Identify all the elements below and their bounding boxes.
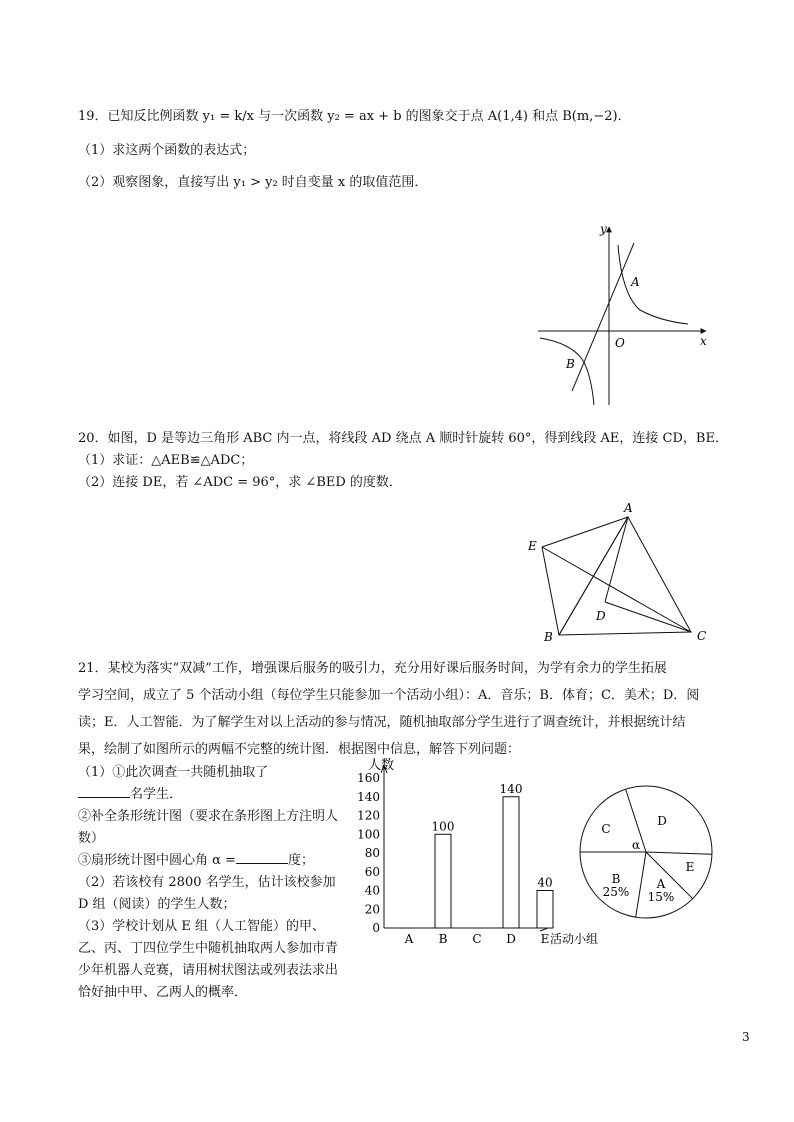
segment-eb <box>542 547 559 635</box>
bar-label-E: 40 <box>537 875 553 890</box>
q21-part1c: ③扇形统计图中圆心角 α = 度； <box>78 853 314 868</box>
pie-slice-percent-A: 15% <box>647 890 675 904</box>
bar-ytick-80: 80 <box>364 846 380 860</box>
q21-intro-line4: 果，绘制了如图所示的两幅不完整的统计图．根据图中信息，解答下列问题： <box>78 742 521 757</box>
pie-slice-label-D: D <box>657 814 667 828</box>
answer-blank-1[interactable] <box>78 785 130 798</box>
q21-questions <box>78 762 338 1004</box>
q20-part1: （1）求证：△AEB≌△ADC； <box>78 453 254 468</box>
bar-xlabel: 活动小组 <box>550 932 599 946</box>
q19-function-graph <box>530 215 720 410</box>
vertex-a-label: A <box>624 501 633 515</box>
point-a-label: A <box>631 275 640 289</box>
y-axis-label: y <box>600 222 607 236</box>
bar-category-D: D <box>506 932 516 946</box>
bar-ylabel: 人数 <box>368 758 395 773</box>
x-axis-label: x <box>700 334 707 348</box>
bar-ytick-160: 160 <box>357 771 380 785</box>
bar-B <box>435 834 451 928</box>
triangle-abc <box>559 517 691 635</box>
q21-part3: （3）学校计划从 E 组（人工智能）的甲、乙、丙、丁四位学生中随机抽取两人参加市青少年机器人竞赛，请用树状图法或列表法求出恰好抽中甲、乙两人的概率． <box>78 919 339 1000</box>
pie-slice-percent-B: 25% <box>602 885 630 899</box>
q19-part1: （1）求这两个函数的表达式； <box>78 143 256 158</box>
linear-function-line <box>572 243 634 391</box>
bar-ytick-0: 0 <box>372 921 380 935</box>
bar-ytick-120: 120 <box>357 808 380 823</box>
bar-category-A: A <box>404 932 414 946</box>
q21-part2: （2）若该校有 2800 名学生，估计该校参加 D 组（阅读）的学生人数； <box>78 875 336 912</box>
answer-blank-2[interactable] <box>236 851 288 864</box>
bar-D <box>503 797 519 928</box>
bar-E <box>537 891 553 929</box>
activity-pie-chart <box>578 785 718 925</box>
bar-category-B: B <box>438 932 448 946</box>
point-d-label: D <box>596 609 606 623</box>
pie-slice-label-B: B <box>611 872 621 886</box>
bar-ytick-100: 100 <box>357 827 380 842</box>
bar-label-D: 140 <box>499 781 523 796</box>
page-number: 3 <box>742 1030 750 1044</box>
q21-intro-line1: 21．某校为落实“双减”工作，增强课后服务的吸引力，充分用好课后服务时间，为学有余力的学生拓展 <box>78 661 667 676</box>
q19-part2: （2）观察图象，直接写出 y₁ > y₂ 时自变量 x 的取值范围． <box>78 175 428 190</box>
pie-slice-label-A: A <box>656 877 666 891</box>
q21-intro-line2: 学习空间，成立了 5 个活动小组（每位学生只能参加一个活动小组）：A．音乐；B．体育；C．美术；D．阅 <box>78 688 700 703</box>
q20-triangle-figure <box>520 500 720 650</box>
q20-part2: （2）连接 DE，若 ∠ADC = 96°，求 ∠BED 的度数． <box>78 475 402 490</box>
bar-ytick-140: 140 <box>357 789 380 804</box>
bar-ytick-20: 20 <box>364 902 380 917</box>
pie-slice-label-E: E <box>685 860 695 874</box>
bar-category-C: C <box>472 932 482 946</box>
q21-intro-line3: 读；E．人工智能．为了解学生对以上活动的参与情况，随机抽取部分学生进行了调查统计，并根据统计结 <box>78 715 686 730</box>
vertex-b-label: B <box>544 630 553 644</box>
origin-label: O <box>615 336 625 350</box>
q21-part1a: （1）①此次调查一共随机抽取了 名学生． <box>78 765 269 802</box>
bar-label-B: 100 <box>431 819 455 834</box>
segment-dc <box>605 602 691 632</box>
pie-angle-alpha: α <box>631 838 641 852</box>
segment-ea <box>542 517 628 547</box>
q20-title: 20．如图，D 是等边三角形 ABC 内一点，将线段 AD 绕点 A 顺时针旋转 60°，得到线段 AE，连接 CD，BE． <box>78 431 728 446</box>
pie-slice-label-C: C <box>601 822 611 836</box>
point-e-label: E <box>528 539 537 553</box>
bar-ytick-60: 60 <box>364 864 380 879</box>
segment-ab-diag <box>559 517 628 635</box>
q21-part1b: ②补全条形统计图（要求在条形图上方注明人数） <box>78 809 339 846</box>
bar-category-E: E <box>540 932 550 946</box>
q19-title: 19．已知反比例函数 y₁ = k/x 与一次函数 y₂ = ax + b 的图象交于点 A(1,4) 和点 B(m,−2)． <box>78 109 631 124</box>
vertex-c-label: C <box>697 629 707 643</box>
bar-ytick-40: 40 <box>364 883 380 898</box>
hyperbola-lower <box>540 338 594 405</box>
point-b-label: B <box>566 357 575 371</box>
